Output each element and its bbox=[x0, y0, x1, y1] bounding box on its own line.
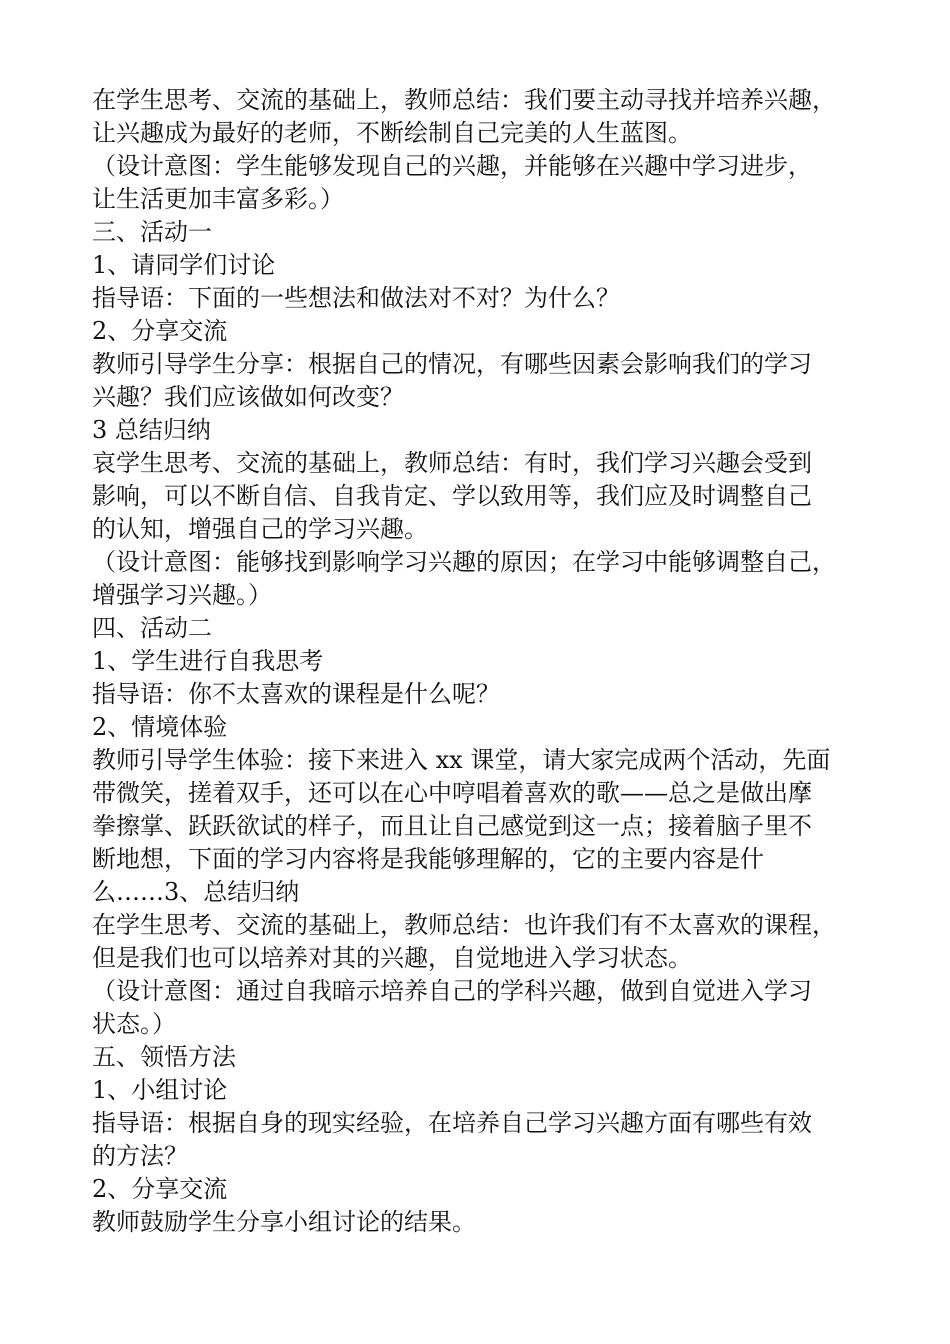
text-line: 教师引导学生体验：接下来进入 xx 课堂，请大家完成两个活动，先面 bbox=[92, 746, 831, 774]
text-line: 带微笑，搓着双手，还可以在心中哼唱着喜欢的歌——总之是做出摩 bbox=[92, 779, 812, 807]
text-line: 拳擦掌、跃跃欲试的样子，而且让自己感觉到这一点；接着脑子里不 bbox=[92, 812, 812, 840]
text-line: 让兴趣成为最好的老师，不断绘制自己完美的人生蓝图。 bbox=[92, 119, 692, 147]
text-line: （设计意图：通过自我暗示培养自己的学科兴趣，做到自觉进入学习 bbox=[92, 977, 812, 1005]
subsection-heading: 1、学生进行自我思考 bbox=[92, 647, 324, 675]
text-line: 哀学生思考、交流的基础上，教师总结：有时，我们学习兴趣会受到 bbox=[92, 449, 812, 477]
subsection-heading: 2、分享交流 bbox=[92, 317, 228, 345]
text-line: 指导语：根据自身的现实经验，在培养自己学习兴趣方面有哪些有效 bbox=[92, 1109, 812, 1137]
subsection-heading: 2、情境体验 bbox=[92, 713, 228, 741]
text-line: 指导语：你不太喜欢的课程是什么呢？ bbox=[92, 680, 500, 708]
text-line: 兴趣？我们应该做如何改变？ bbox=[92, 383, 404, 411]
text-line: 让生活更加丰富多彩。） bbox=[92, 185, 344, 213]
text-line: （设计意图：学生能够发现自己的兴趣，并能够在兴趣中学习进步， bbox=[92, 152, 812, 180]
subsection-heading: 2、分享交流 bbox=[92, 1175, 228, 1203]
text-line: 影响，可以不断自信、自我肯定、学以致用等，我们应及时调整自己 bbox=[92, 482, 812, 510]
text-line: （设计意图：能够找到影响学习兴趣的原因；在学习中能够调整自己， bbox=[92, 548, 836, 576]
subsection-heading: 1、请同学们讨论 bbox=[92, 251, 276, 279]
text-line: 的认知，增强自己的学习兴趣。 bbox=[92, 515, 428, 543]
text-line: 教师引导学生分享：根据自己的情况，有哪些因素会影响我们的学习 bbox=[92, 350, 812, 378]
section-heading: 五、领悟方法 bbox=[92, 1043, 236, 1071]
subsection-heading: 3 总结归纳 bbox=[92, 416, 211, 444]
text-line: 状态。） bbox=[92, 1010, 176, 1038]
text-line: 在学生思考、交流的基础上，教师总结：也许我们有不太喜欢的课程， bbox=[92, 911, 836, 939]
text-line: 么……3、总结归纳 bbox=[92, 878, 300, 906]
text-line: 教师鼓励学生分享小组讨论的结果。 bbox=[92, 1208, 476, 1236]
text-line: 在学生思考、交流的基础上，教师总结：我们要主动寻找并培养兴趣， bbox=[92, 86, 836, 114]
section-heading: 四、活动二 bbox=[92, 614, 212, 642]
text-line: 但是我们也可以培养对其的兴趣，自觉地进入学习状态。 bbox=[92, 944, 692, 972]
text-line: 增强学习兴趣。） bbox=[92, 581, 272, 609]
section-heading: 三、活动一 bbox=[92, 218, 212, 246]
subsection-heading: 1、小组讨论 bbox=[92, 1076, 228, 1104]
text-line: 指导语：下面的一些想法和做法对不对？为什么？ bbox=[92, 284, 620, 312]
text-line: 断地想，下面的学习内容将是我能够理解的，它的主要内容是什 bbox=[92, 845, 764, 873]
document-page bbox=[92, 84, 864, 1239]
text-line: 的方法？ bbox=[92, 1142, 188, 1170]
